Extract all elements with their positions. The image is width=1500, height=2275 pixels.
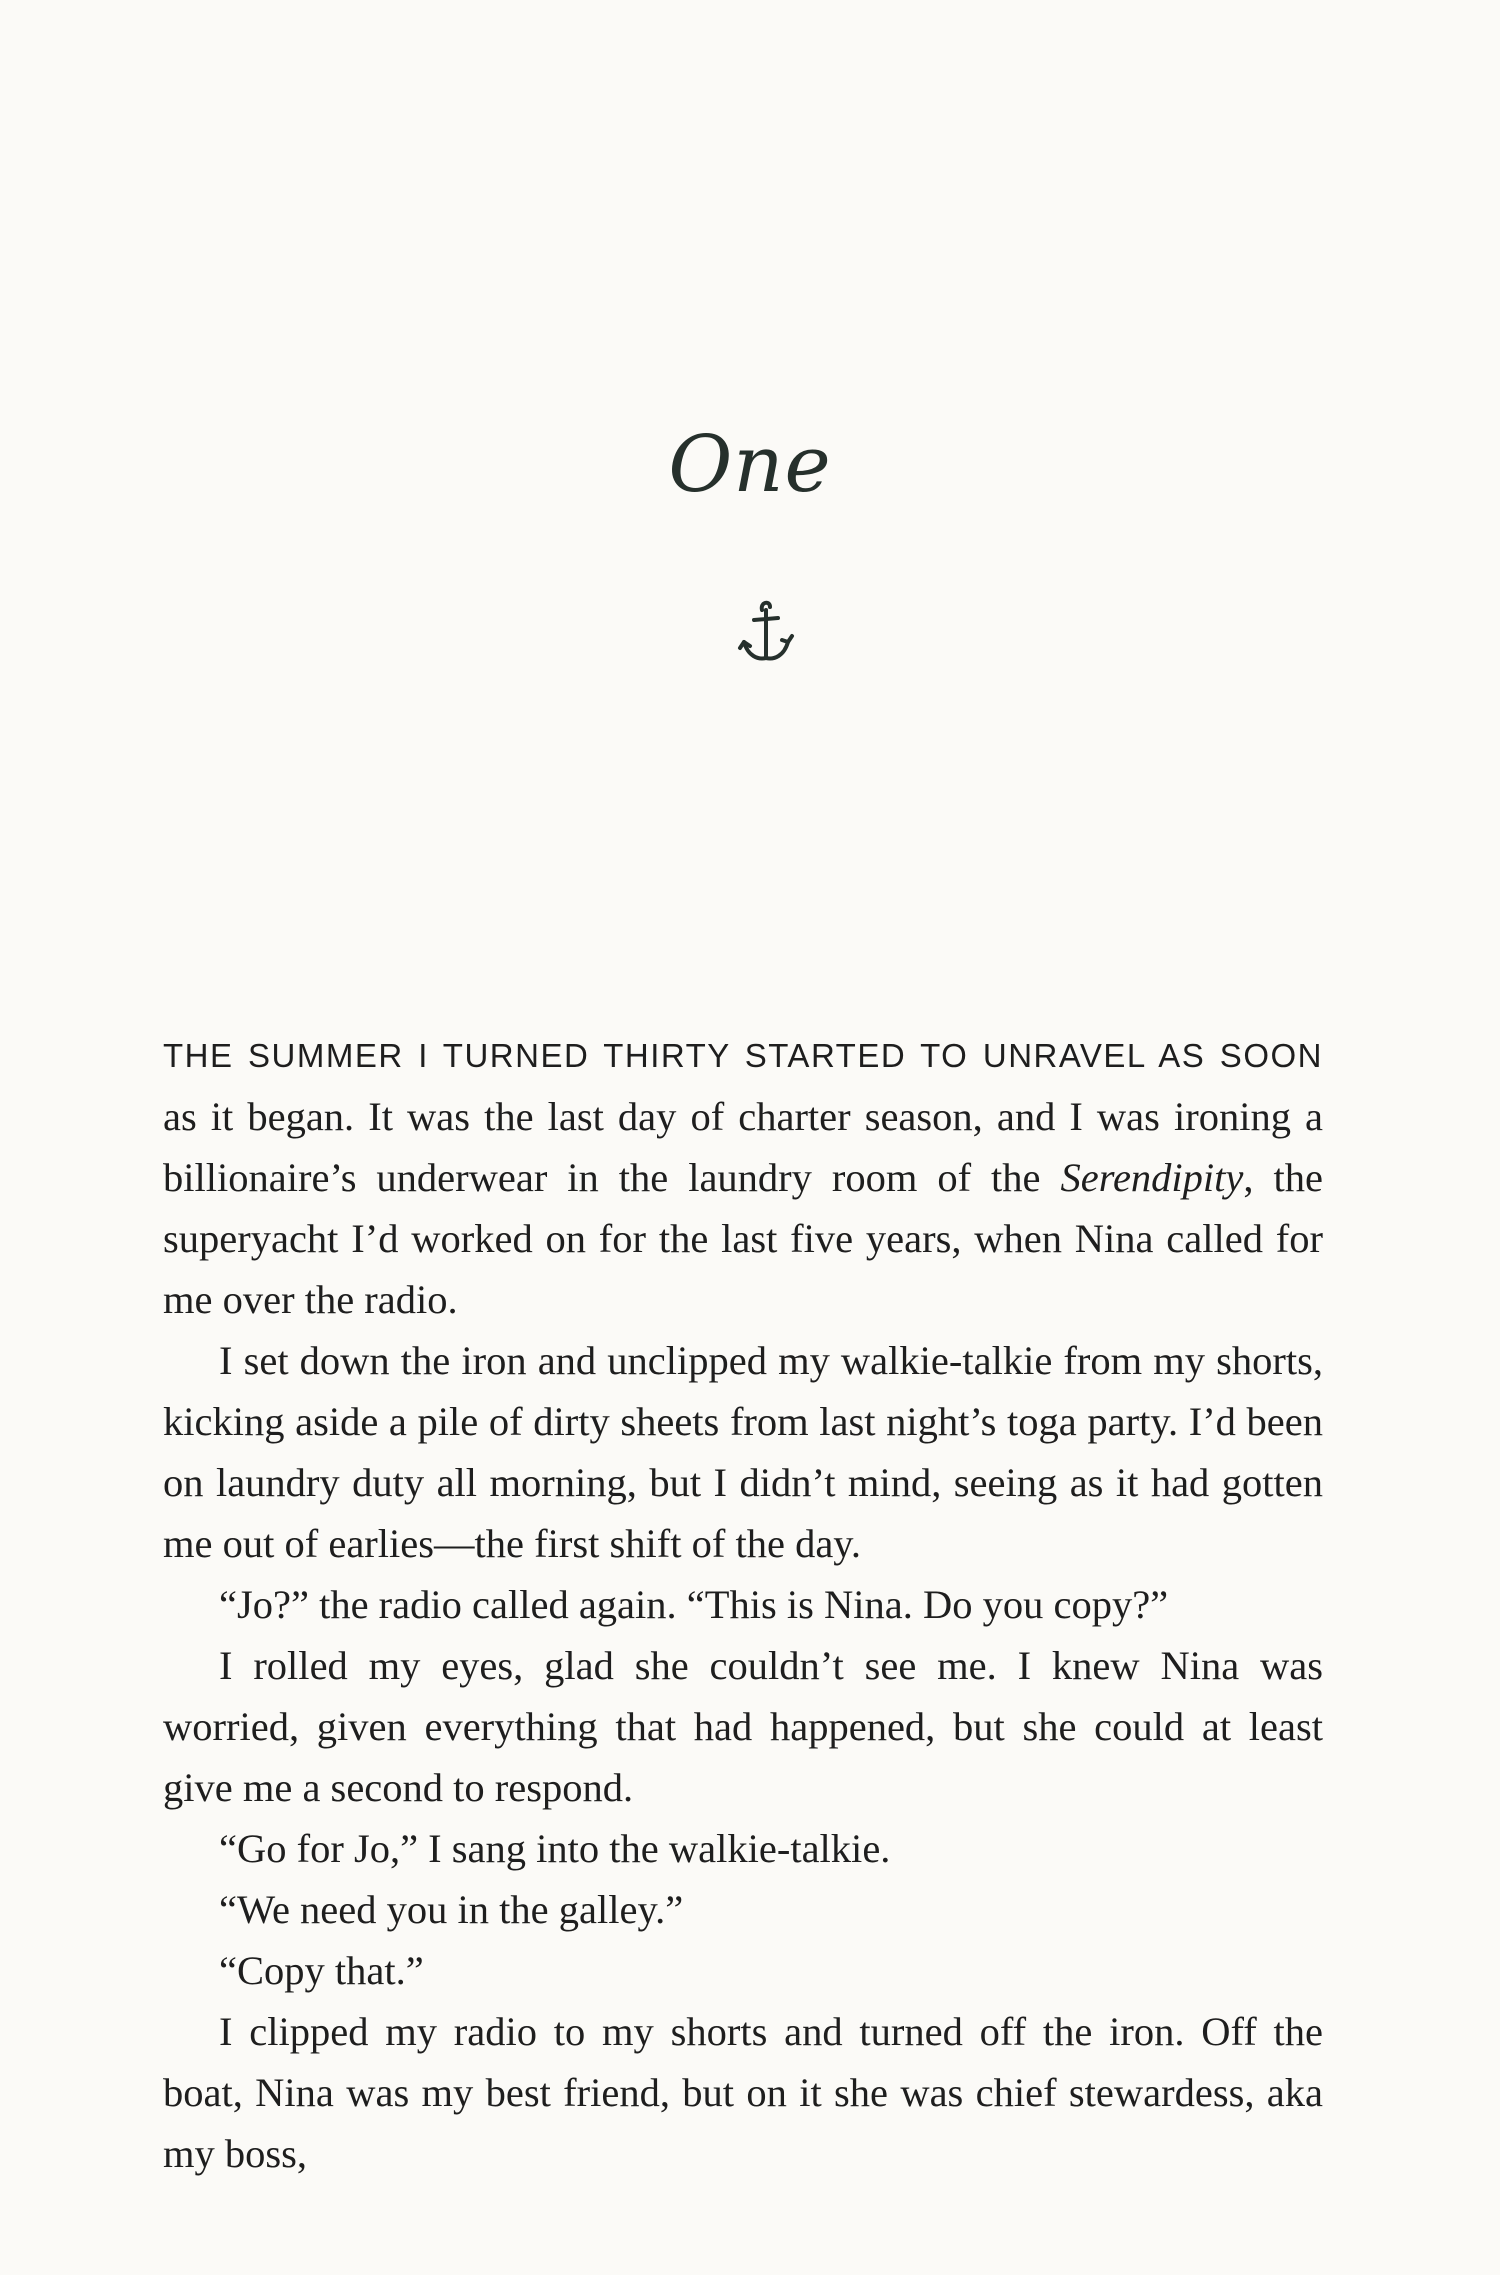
paragraph-text: , the superyacht I’d worked on for the last five years, when Nina called for me over the radio.: [163, 1155, 1323, 1322]
paragraph: “Copy that.”: [219, 1948, 424, 1993]
chapter-body: [163, 1023, 1323, 2184]
paragraph: I set down the iron and unclipped my walkie-talkie from my shorts, kicking aside a pile of dirty sheets from last night’s toga party. I’d been on laundry duty all morning, but I didn’t mind, seeing as it had gotten me out of earlies—the first shift of the day.: [163, 1338, 1323, 1566]
opening-small-caps: THE SUMMER I TURNED THIRTY STARTED TO UNRAVEL AS SOON: [163, 1037, 1323, 1074]
paragraph: “Jo?” the radio called again. “This is Nina. Do you copy?”: [219, 1582, 1169, 1627]
anchor-icon: [736, 596, 796, 668]
paragraph: I rolled my eyes, glad she couldn’t see me. I knew Nina was worried, given everything that had happened, but she could at least give me a second to respond.: [163, 1643, 1323, 1810]
ship-name: Serendipity: [1060, 1155, 1244, 1200]
paragraph: “Go for Jo,” I sang into the walkie-talkie.: [219, 1826, 891, 1871]
paragraph: [163, 1023, 1323, 1330]
paragraph-text: as it began. It was the last day of charter season, and I was ironing a billionaire’s underwear in the laundry room of the: [163, 1094, 1323, 1200]
paragraph: “We need you in the galley.”: [219, 1887, 684, 1932]
paragraph: I clipped my radio to my shorts and turned off the iron. Off the boat, Nina was my best friend, but on it she was chief stewardess, aka my boss,: [163, 2009, 1323, 2176]
chapter-title: One: [668, 420, 832, 510]
